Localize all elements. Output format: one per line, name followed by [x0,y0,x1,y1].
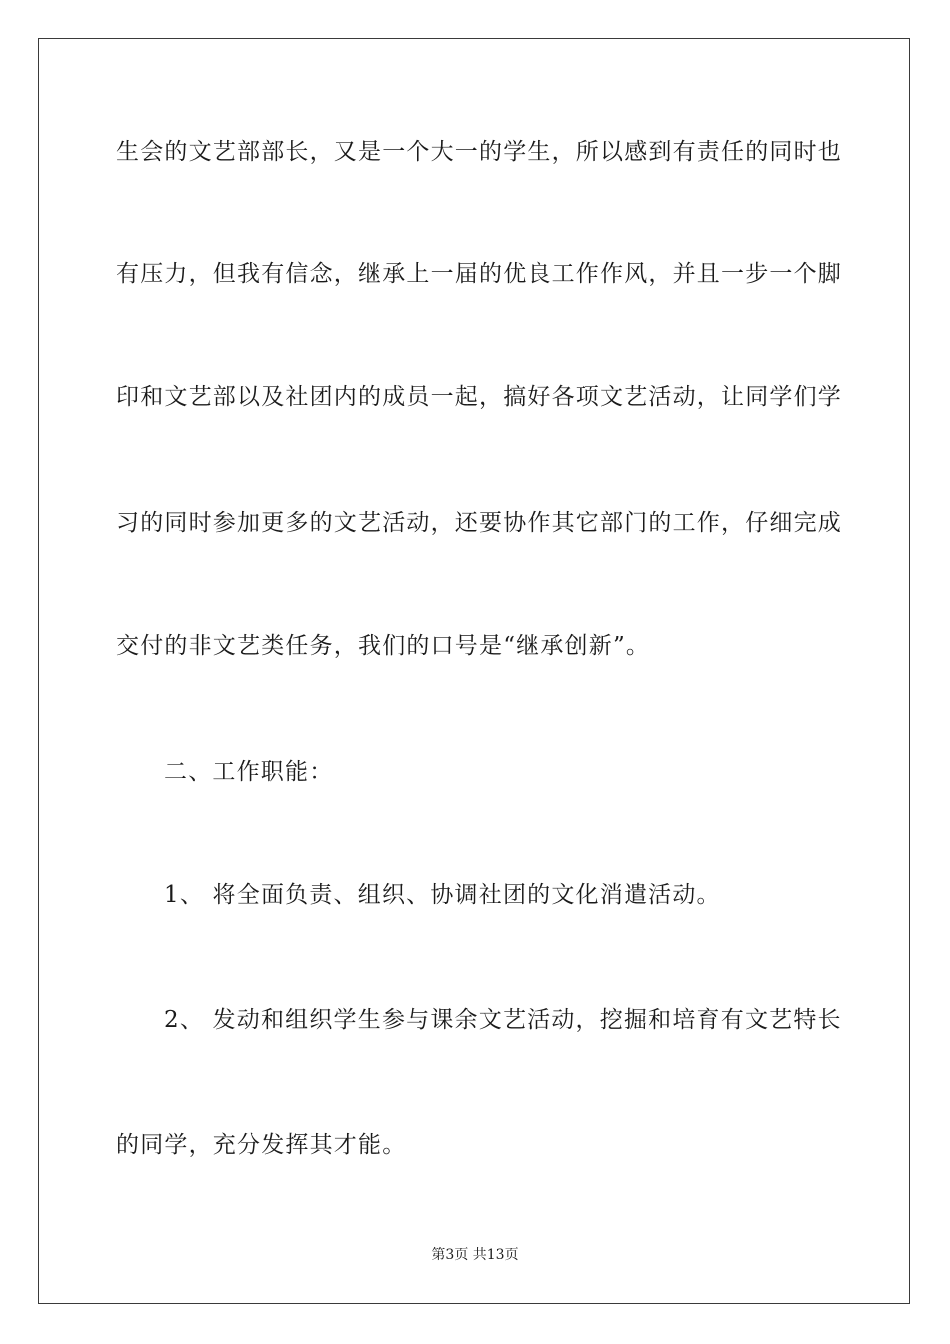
page-number: 第3页 共13页 [431,1247,519,1263]
paragraph-line-5: 交付的非文艺类任务，我们的口号是“继承创新”。 [116,633,651,659]
list-item-1: 1、 将全面负责、组织、协调社团的文化消遣活动。 [164,882,721,908]
paragraph-line-1: 生会的文艺部部长，又是一个大一的学生，所以感到有责任的同时也 [116,139,842,165]
section-heading: 二、工作职能： [164,759,334,785]
paragraph-line-3: 印和文艺部以及社团内的成员一起，搞好各项文艺活动，让同学们学 [116,384,842,410]
list-item-2: 2、 发动和组织学生参与课余文艺活动，挖掘和培育有文艺特长 [164,1007,842,1033]
paragraph-line-2: 有压力，但我有信念，继承上一届的优良工作作风，并且一步一个脚 [116,261,842,287]
list-item-2-continuation: 的同学，充分发挥其才能。 [116,1132,407,1158]
page-border [38,38,910,1304]
paragraph-line-4: 习的同时参加更多的文艺活动，还要协作其它部门的工作，仔细完成 [116,510,842,536]
